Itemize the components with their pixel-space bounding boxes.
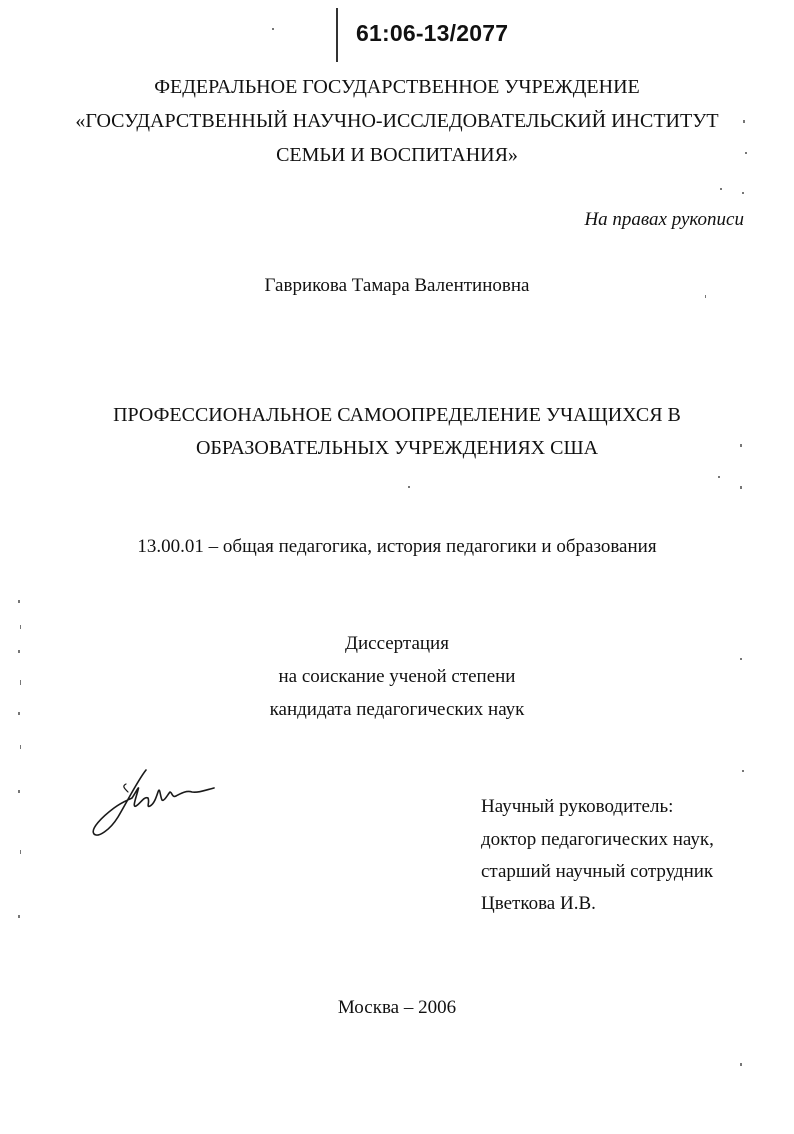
supervisor-degree: доктор педагогических наук, — [481, 829, 714, 850]
rights-note: На правах рукописи — [584, 209, 744, 230]
specialty-code: 13.00.01 – общая педагогика, история педагогики и образования — [137, 536, 657, 557]
scan-speck — [20, 625, 21, 629]
scan-speck — [20, 850, 21, 854]
scan-speck — [740, 1063, 742, 1066]
scan-speck — [742, 192, 744, 194]
signature-icon — [88, 762, 218, 842]
catalog-code-rule — [336, 8, 338, 62]
scan-speck — [20, 680, 21, 685]
scan-speck — [742, 770, 744, 772]
supervisor-name: Цветкова И.В. — [481, 893, 596, 914]
scan-speck — [18, 915, 20, 918]
scan-speck — [740, 658, 742, 660]
degree-line-3: кандидата педагогических наук — [269, 699, 525, 720]
scan-speck — [705, 295, 706, 298]
scan-speck — [740, 486, 742, 489]
scan-speck — [18, 600, 20, 603]
institution-line-2: «ГОСУДАРСТВЕННЫЙ НАУЧНО-ИССЛЕДОВАТЕЛЬСКИЙ ИНСТИТУТ — [75, 110, 719, 132]
scan-speck — [745, 152, 747, 154]
institution-line-1: ФЕДЕРАЛЬНОЕ ГОСУДАРСТВЕННОЕ УЧРЕЖДЕНИЕ — [154, 76, 640, 98]
dissertation-title-line-1: ПРОФЕССИОНАЛЬНОЕ САМООПРЕДЕЛЕНИЕ УЧАЩИХСЯ В — [113, 404, 681, 426]
institution-line-3: СЕМЬИ И ВОСПИТАНИЯ» — [276, 144, 518, 166]
scan-speck — [18, 712, 20, 715]
author-name: Гаврикова Тамара Валентиновна — [264, 275, 530, 296]
scan-speck — [18, 790, 20, 793]
supervisor-position: старший научный сотрудник — [481, 861, 714, 882]
dissertation-title-line-2: ОБРАЗОВАТЕЛЬНЫХ УЧРЕЖДЕНИЯХ США — [195, 437, 599, 459]
scan-speck — [18, 650, 20, 653]
scan-speck — [740, 444, 742, 447]
scan-speck — [272, 28, 274, 30]
degree-line-2: на соискание ученой степени — [278, 666, 516, 687]
degree-line-1: Диссертация — [345, 633, 449, 654]
scan-speck — [718, 476, 720, 478]
place-and-year: Москва – 2006 — [337, 997, 457, 1018]
scan-speck — [720, 188, 722, 190]
scan-speck — [20, 745, 21, 749]
scan-speck — [743, 120, 745, 123]
scan-speck — [408, 486, 410, 488]
supervisor-label: Научный руководитель: — [481, 796, 674, 817]
catalog-code: 61:06-13/2077 — [356, 20, 509, 46]
